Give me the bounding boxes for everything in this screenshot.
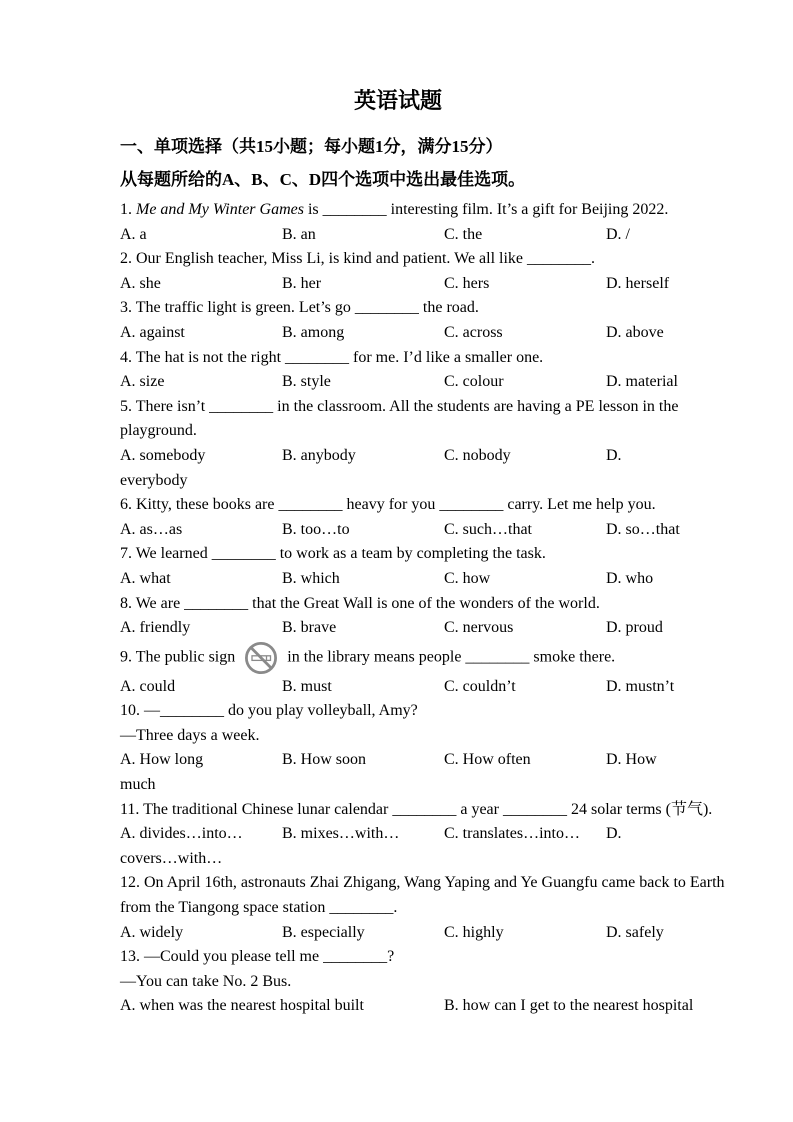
section-instruction: 从每题所给的A、B、C、D四个选项中选出最佳选项。 xyxy=(120,170,526,189)
option-row xyxy=(120,921,676,946)
stem-text: 11. The traditional Chinese lunar calendar ________ a year ________ 24 solar terms (节气). xyxy=(120,800,713,818)
stem-text: 1. xyxy=(120,201,136,218)
stem-line xyxy=(120,198,676,223)
stem-line xyxy=(120,419,676,444)
stem-line xyxy=(120,798,713,823)
stem-line xyxy=(120,247,676,272)
option-d: D. who xyxy=(606,569,654,587)
stem-text: from the Tiangong space station ________. xyxy=(120,899,398,917)
option-b: B. her xyxy=(282,274,322,292)
no-smoking-icon xyxy=(244,641,278,675)
question-block xyxy=(120,198,676,247)
option-b: B. must xyxy=(282,677,332,695)
stem-text: 3. The traffic light is green. Let’s go ________ the road. xyxy=(120,299,479,317)
stem-text: —Three days a week. xyxy=(120,726,260,744)
option-c: C. across xyxy=(444,323,503,341)
option-c: C. highly xyxy=(444,923,504,941)
option-c: C. hers xyxy=(444,274,490,292)
option-c: C. nobody xyxy=(444,446,511,464)
stem-text: 4. The hat is not the right ________ for me. I’d like a smaller one. xyxy=(120,348,544,366)
option-d: D. How xyxy=(606,751,657,769)
option-a: A. How long xyxy=(120,751,204,769)
option-b: B. brave xyxy=(282,619,337,637)
stem-text: 9. The public sign xyxy=(120,648,240,666)
option-b: B. how can I get to the nearest hospital xyxy=(444,997,694,1015)
question-block xyxy=(120,699,676,797)
option-row xyxy=(120,748,676,773)
question-block xyxy=(120,641,676,700)
stem-line xyxy=(120,296,676,321)
option-row xyxy=(120,675,676,700)
question-block xyxy=(120,296,676,345)
stem-line xyxy=(120,641,676,675)
stem-text: playground. xyxy=(120,422,197,440)
stem-line xyxy=(120,395,679,420)
option-b: B. style xyxy=(282,373,331,391)
option-a: A. she xyxy=(120,274,161,292)
option-row xyxy=(120,321,676,346)
stem-line xyxy=(120,945,676,970)
option-a: A. as…as xyxy=(120,520,183,538)
stem-line xyxy=(120,493,676,518)
question-block xyxy=(120,493,680,542)
option-a: A. against xyxy=(120,323,185,341)
option-a: A. when was the nearest hospital built xyxy=(120,997,364,1015)
option-d: D. xyxy=(606,446,622,464)
option-c: C. nervous xyxy=(444,619,514,637)
option-d: D. so…that xyxy=(606,520,680,538)
stem-text: is ________ interesting film. It’s a gift for Beijing 2022. xyxy=(303,201,669,218)
option-b: B. among xyxy=(282,323,345,341)
option-row xyxy=(120,847,676,872)
option-b: B. too…to xyxy=(282,520,350,538)
option-row xyxy=(120,822,676,847)
option-b: B. mixes…with… xyxy=(282,825,400,843)
option-d: D. herself xyxy=(606,274,670,292)
option-c: C. colour xyxy=(444,373,504,391)
question-block xyxy=(120,592,676,641)
option-row xyxy=(120,773,676,798)
stem-text: 12. On April 16th, astronauts Zhai Zhigang, Wang Yaping and Ye Guangfu came back to Earth xyxy=(120,874,725,892)
stem-text: in the library means people ________ smoke there. xyxy=(283,648,616,666)
option-continuation: everybody xyxy=(120,471,188,489)
question-block xyxy=(120,346,676,395)
option-a: A. friendly xyxy=(120,619,191,637)
option-row xyxy=(120,444,676,469)
option-continuation: covers…with… xyxy=(120,849,223,867)
stem-line xyxy=(120,592,676,617)
option-d: D. proud xyxy=(606,619,663,637)
option-d: D. mustn’t xyxy=(606,677,675,695)
option-b: B. an xyxy=(282,225,316,243)
question-block xyxy=(120,247,676,296)
option-c: C. such…that xyxy=(444,520,532,538)
stem-line xyxy=(120,346,676,371)
stem-line xyxy=(120,896,676,921)
option-b: B. especially xyxy=(282,923,365,941)
option-d: D. / xyxy=(606,225,630,243)
stem-text: —You can take No. 2 Bus. xyxy=(120,972,292,990)
stem-text: 8. We are ________ that the Great Wall is one of the wonders of the world. xyxy=(120,594,600,612)
stem-line xyxy=(120,871,725,896)
option-d: D. above xyxy=(606,323,664,341)
option-row xyxy=(120,616,676,641)
option-a: A. a xyxy=(120,225,147,243)
stem-text: 6. Kitty, these books are ________ heavy for you ________ carry. Let me help you. xyxy=(120,496,656,514)
stem-text: Me and My Winter Games xyxy=(136,201,304,218)
question-block xyxy=(120,395,679,493)
stem-line xyxy=(120,542,676,567)
option-d: D. safely xyxy=(606,923,664,941)
option-row xyxy=(120,567,676,592)
stem-text: 2. Our English teacher, Miss Li, is kind and patient. We all like ________. xyxy=(120,250,596,268)
option-b: B. How soon xyxy=(282,751,367,769)
option-row xyxy=(120,223,676,248)
option-d: D. xyxy=(606,825,622,843)
option-c: C. How often xyxy=(444,751,531,769)
option-row xyxy=(120,518,680,543)
option-b: B. which xyxy=(282,569,340,587)
option-row xyxy=(120,469,676,494)
option-a: A. divides…into… xyxy=(120,825,243,843)
page-title: 英语试题 xyxy=(353,88,442,113)
option-a: A. somebody xyxy=(120,446,206,464)
questions xyxy=(120,198,725,1019)
option-row xyxy=(120,272,676,297)
option-a: A. widely xyxy=(120,923,184,941)
stem-text: 7. We learned ________ to work as a team by completing the task. xyxy=(120,545,546,563)
option-b: B. anybody xyxy=(282,446,356,464)
option-d: D. material xyxy=(606,373,678,391)
page-content xyxy=(120,88,725,1019)
stem-line xyxy=(120,724,676,749)
option-c: C. how xyxy=(444,569,491,587)
stem-text: 10. —________ do you play volleyball, Amy? xyxy=(120,702,418,720)
question-block xyxy=(120,871,725,945)
option-c: C. translates…into… xyxy=(444,825,580,843)
question-block xyxy=(120,945,694,1019)
question-block xyxy=(120,798,713,872)
option-c: C. the xyxy=(444,225,483,243)
stem-text: 5. There isn’t ________ in the classroom. All the students are having a PE lesson in the xyxy=(120,397,679,415)
stem-text: 13. —Could you please tell me ________? xyxy=(120,948,395,966)
question-block xyxy=(120,542,676,591)
option-continuation: much xyxy=(120,776,156,794)
stem-line xyxy=(120,970,676,995)
option-c: C. couldn’t xyxy=(444,677,516,695)
option-a: A. could xyxy=(120,677,176,695)
option-row xyxy=(120,994,694,1019)
section-heading: 一、单项选择（共15小题；每小题1分，满分15分） xyxy=(120,137,503,156)
option-a: A. size xyxy=(120,373,165,391)
option-a: A. what xyxy=(120,569,171,587)
option-row xyxy=(120,370,676,395)
stem-line xyxy=(120,699,676,724)
